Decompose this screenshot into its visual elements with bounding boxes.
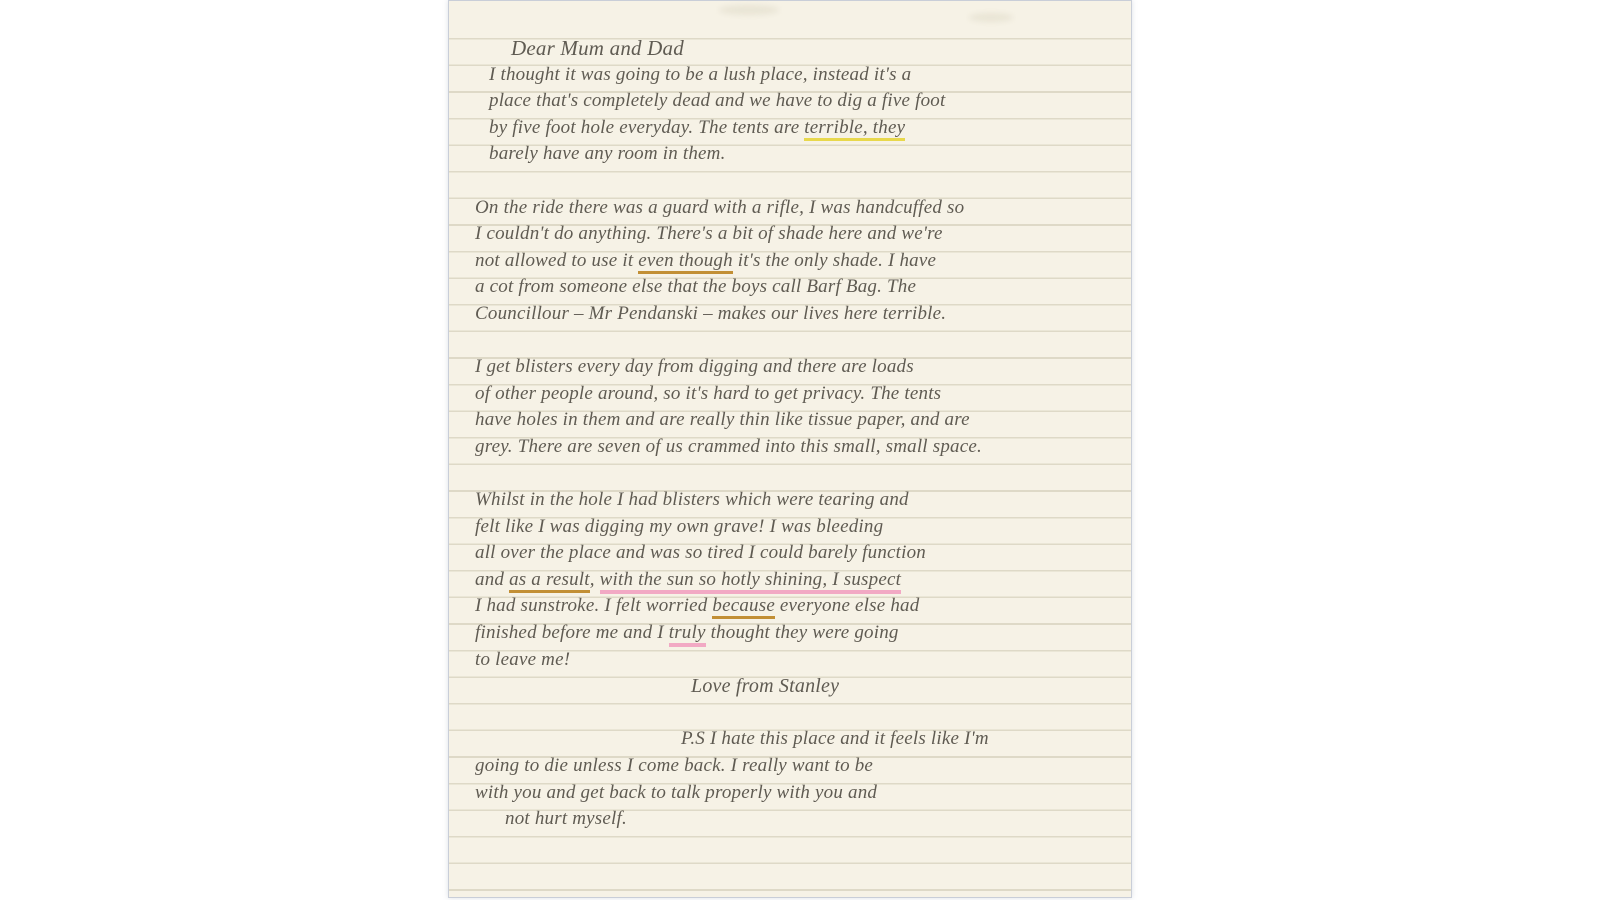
letter-line: [475, 647, 1115, 674]
letter-block-para-tight: [475, 487, 1115, 673]
letter-text: finished before me and I: [475, 622, 669, 644]
letter-block-para: [475, 195, 1115, 328]
letter-text: of other people around, so it's hard to get privacy. The tents: [475, 382, 942, 404]
letter-line: [691, 673, 1115, 700]
letter-line: [475, 620, 1115, 647]
pencil-smudge: [719, 5, 779, 15]
letter-text: have holes in them and are really thin like tissue paper, and are: [475, 409, 970, 431]
letter-text: with you and get back to talk properly with you and: [475, 781, 878, 803]
letter-text: Love from Stanley: [691, 675, 840, 698]
letter-text: P.S I hate this place and it feels like I'm: [681, 728, 989, 750]
underlined-text-yellow: terrible, they: [804, 117, 905, 141]
letter-text: everyone else had: [774, 595, 920, 617]
letter-text: Councillour – Mr Pendanski – makes our lives here terrible.: [475, 302, 947, 324]
letter-line: [475, 567, 1115, 594]
letter-text: felt like I was digging my own grave! I was bleeding: [475, 515, 884, 537]
letter-line: [475, 354, 1115, 381]
letter-line: [475, 221, 1115, 248]
letter-line: [475, 780, 1115, 807]
letter-line: [489, 115, 1115, 142]
letter-line: [475, 407, 1115, 434]
letter-text: I get blisters every day from digging and there are loads: [475, 356, 914, 378]
letter-line: [489, 88, 1115, 115]
letter-line: [475, 301, 1115, 328]
underlined-text-orange: as a result: [509, 569, 590, 593]
letter-line: [475, 753, 1115, 780]
underlined-text-orange: even though: [638, 250, 733, 274]
letter-text: it's the only shade. I have: [732, 249, 937, 271]
letter-line: [475, 195, 1115, 222]
letter-line: [475, 540, 1115, 567]
letter-text: ,: [589, 568, 600, 590]
letter-text: I had sunstroke. I felt worried: [475, 595, 713, 617]
letter-text: Dear Mum and Dad: [511, 36, 684, 60]
letter-text: not hurt myself.: [505, 808, 627, 830]
letter-text: I couldn't do anything. There's a bit of shade here and we're: [475, 223, 943, 245]
letter-line: [475, 434, 1115, 461]
letter-text: thought they were going: [705, 622, 899, 644]
handwritten-letter-body: [475, 35, 1115, 859]
letter-text: grey. There are seven of us crammed into this small, small space.: [475, 435, 982, 457]
letter-line: [489, 62, 1115, 89]
letter-line: [475, 593, 1115, 620]
letter-block-para1: [475, 62, 1115, 168]
letter-line: [475, 274, 1115, 301]
letter-line: [475, 726, 1115, 753]
underlined-text-orange: because: [712, 595, 775, 619]
letter-line: [475, 248, 1115, 275]
letter-text: place that's completely dead and we have to dig a five foot: [489, 90, 946, 112]
letter-text: all over the place and was so tired I could barely function: [475, 542, 927, 564]
letter-line: [475, 381, 1115, 408]
underlined-text-pink: with the sun so hotly shining, I suspect: [600, 569, 901, 594]
letter-text: not allowed to use it: [475, 249, 639, 271]
letter-text: I thought it was going to be a lush place, instead it's a: [489, 63, 912, 85]
letter-text: going to die unless I come back. I really want to be: [475, 755, 874, 777]
underlined-text-pink: truly: [669, 622, 706, 647]
letter-text: On the ride there was a guard with a rifle, I was handcuffed so: [475, 196, 965, 218]
letter-line: [511, 35, 1115, 62]
letter-block-signoff: [475, 673, 1115, 700]
letter-line: [475, 514, 1115, 541]
letter-block-greeting: [475, 35, 1115, 62]
letter-text: a cot from someone else that the boys call Barf Bag. The: [475, 276, 917, 298]
letter-line: [475, 806, 1115, 833]
letter-text: Whilst in the hole I had blisters which were tearing and: [475, 489, 909, 511]
letter-block-para: [475, 354, 1115, 460]
letter-text: barely have any room in them.: [489, 143, 726, 165]
lined-paper: [448, 0, 1132, 898]
pencil-smudge: [969, 13, 1013, 22]
letter-text: and: [475, 568, 510, 590]
letter-line: [489, 141, 1115, 168]
letter-text: by five foot hole everyday. The tents are: [489, 116, 805, 138]
letter-block-ps: [475, 726, 1115, 832]
letter-text: to leave me!: [475, 648, 571, 670]
letter-line: [475, 487, 1115, 514]
